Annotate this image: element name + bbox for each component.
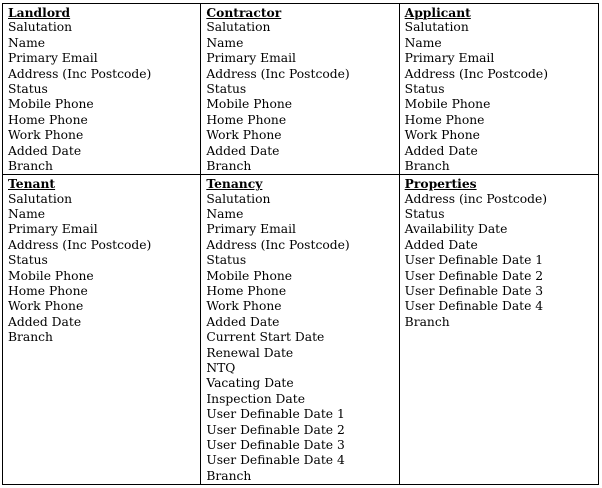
properties-field-list (405, 192, 593, 331)
list-item: Work Phone (8, 128, 84, 143)
list-item: Status (8, 253, 48, 268)
contractor-heading: Contractor (206, 5, 282, 20)
list-item: Added Date (206, 143, 280, 158)
list-item: User Definable Date 2 (404, 268, 544, 283)
list-item: Work Phone (8, 299, 84, 314)
list-item: Mobile Phone (8, 97, 94, 112)
tenancy-heading: Tenancy (206, 176, 263, 192)
list-item: Status (404, 81, 445, 96)
list-item: Mobile Phone (8, 268, 94, 283)
list-item: Availability Date (404, 222, 508, 237)
list-item: Name (206, 207, 244, 222)
list-item: User Definable Date 3 (404, 284, 544, 299)
list-item: Salutation (8, 20, 73, 35)
list-item: Home Phone (206, 284, 287, 299)
table-row (3, 175, 599, 485)
list-item: User Definable Date 4 (206, 453, 345, 468)
list-item: Primary Email (8, 51, 98, 66)
list-item: Added Date (206, 314, 280, 329)
tenancy-field-list (206, 192, 393, 484)
applicant-heading: Applicant (404, 5, 471, 20)
list-item: Name (206, 35, 244, 50)
list-item: Mobile Phone (404, 97, 491, 112)
contractor-cell (201, 4, 399, 175)
list-item: User Definable Date 3 (206, 437, 345, 452)
properties-cell (399, 175, 598, 485)
list-item: Added Date (8, 314, 82, 329)
list-item: User Definable Date 1 (206, 407, 345, 422)
list-item: Branch (206, 158, 252, 173)
list-item: Added Date (8, 143, 82, 158)
list-item: Added Date (404, 143, 478, 158)
list-item: Primary Email (206, 51, 296, 66)
list-item: User Definable Date 2 (206, 422, 345, 437)
list-item: Status (206, 253, 247, 268)
list-item: Home Phone (8, 284, 88, 299)
landlord-heading: Landlord (8, 5, 71, 20)
list-item: Primary Email (404, 51, 495, 66)
list-item: Branch (404, 158, 450, 173)
list-item: Status (404, 207, 445, 222)
list-item: Branch (206, 468, 252, 483)
list-item: Work Phone (206, 128, 282, 143)
list-item: Address (inc Postcode) (404, 191, 548, 206)
list-item: Name (8, 35, 46, 50)
list-item: Current Start Date (206, 330, 325, 345)
list-item: Salutation (206, 191, 271, 206)
list-item: Mobile Phone (206, 97, 293, 112)
list-item: Salutation (404, 20, 469, 35)
list-item: Name (8, 207, 46, 222)
list-item: Address (Inc Postcode) (206, 66, 350, 81)
list-item: Address (Inc Postcode) (8, 66, 152, 81)
list-item: Home Phone (404, 112, 485, 127)
list-item: Vacating Date (206, 376, 294, 391)
list-item: Address (Inc Postcode) (8, 237, 152, 252)
contractor-field-list (206, 20, 393, 174)
list-item: Salutation (8, 191, 73, 206)
tenant-heading: Tenant (8, 176, 56, 192)
list-item: Address (Inc Postcode) (404, 66, 549, 81)
list-item: Mobile Phone (206, 268, 293, 283)
list-item: Home Phone (8, 112, 88, 127)
entity-fields-table (2, 3, 599, 485)
list-item: Name (404, 35, 442, 50)
applicant-cell (399, 4, 598, 175)
list-item: Added Date (404, 237, 478, 252)
list-item: Work Phone (206, 299, 282, 314)
tenancy-cell (201, 175, 399, 485)
list-item: Inspection Date (206, 391, 305, 406)
landlord-cell (3, 4, 201, 175)
list-item: Branch (404, 314, 450, 329)
list-item: Primary Email (206, 222, 296, 237)
list-item: Salutation (206, 20, 271, 35)
list-item: User Definable Date 1 (404, 253, 544, 268)
tenant-cell (3, 175, 201, 485)
applicant-field-list (405, 20, 593, 174)
table-row (3, 4, 599, 175)
list-item: Address (Inc Postcode) (206, 237, 350, 252)
list-item: Status (206, 81, 247, 96)
list-item: Renewal Date (206, 345, 294, 360)
list-item: Branch (8, 330, 53, 345)
list-item: Branch (8, 158, 53, 173)
list-item: User Definable Date 4 (404, 299, 544, 314)
list-item: NTQ (206, 360, 236, 375)
list-item: Work Phone (404, 128, 480, 143)
list-item: Home Phone (206, 112, 287, 127)
list-item: Status (8, 81, 48, 96)
properties-heading: Properties (404, 176, 477, 192)
list-item: Primary Email (8, 222, 98, 237)
landlord-field-list (8, 20, 195, 174)
tenant-field-list (8, 192, 195, 346)
